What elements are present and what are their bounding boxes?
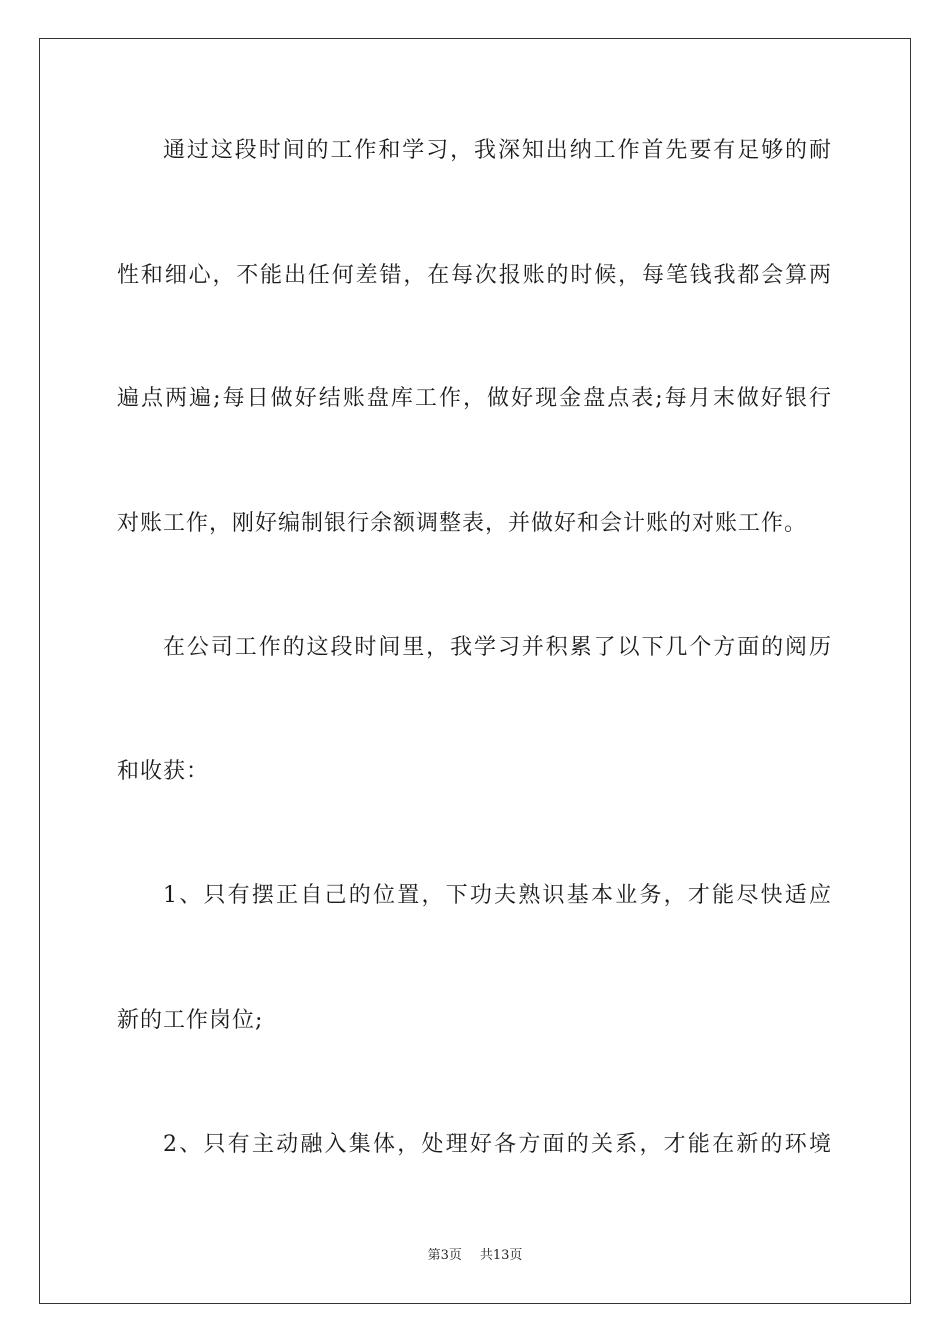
paragraph-1-line-1: 通过这段时间的工作和学习，我深知出纳工作首先要有足够的耐 — [163, 138, 832, 163]
list-item-1-line-2: 新的工作岗位; — [117, 1008, 264, 1033]
paragraph-1-line-4: 对账工作，刚好编制银行余额调整表，并做好和会计账的对账工作。 — [117, 511, 808, 536]
page-footer — [0, 1247, 950, 1265]
paragraph-2-line-2: 和收获： — [117, 759, 210, 784]
list-item-2-line-1: 2、只有主动融入集体，处理好各方面的关系，才能在新的环境 — [163, 1132, 832, 1157]
page-number: 第3页 — [427, 1248, 462, 1263]
paragraph-1-line-3: 遍点两遍;每日做好结账盘库工作，做好现金盘点表;每月末做好银行 — [117, 386, 832, 411]
paragraph-2-line-1: 在公司工作的这段时间里，我学习并积累了以下几个方面的阅历 — [163, 635, 832, 660]
page-frame — [39, 38, 911, 1304]
page-total: 共13页 — [479, 1248, 523, 1263]
list-item-1-line-1: 1、只有摆正自己的位置，下功夫熟识基本业务，才能尽快适应 — [163, 883, 832, 908]
paragraph-1-line-2: 性和细心，不能出任何差错，在每次报账的时候，每笔钱我都会算两 — [117, 263, 832, 288]
